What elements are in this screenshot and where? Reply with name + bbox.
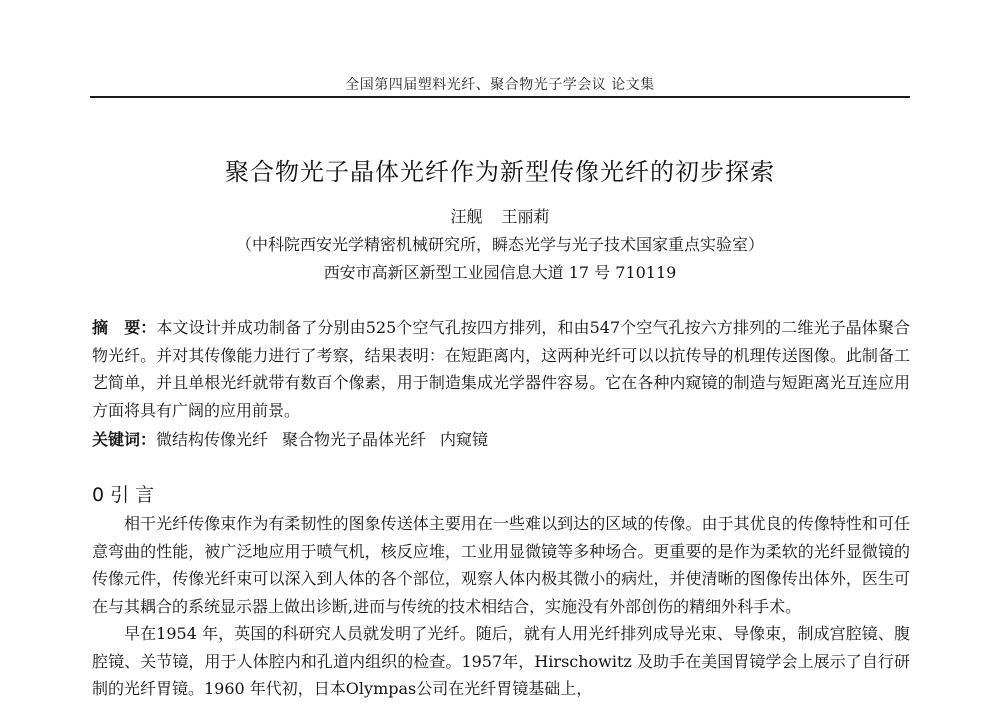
keywords-label: 关键词： <box>92 430 157 449</box>
abstract-label: 摘 要： <box>92 318 157 337</box>
author-name: 汪舰 <box>450 207 483 226</box>
paragraph: 相干光纤传像束作为有柔韧性的图象传送体主要用在一些难以到达的区域的传像。由于其优良的传像特性和可任意弯曲的性能，被广泛地应用于喷气机，核反应堆，工业用显微镜等多种场合。更重要的是作为柔软的光纤显微镜的传像元件，传像光纤束可以深入到人体的各个部位，观察人体内极其微小的病灶，并使清晰的图像传出体外，医生可在与其耦合的系统显示器上做出诊断,进而与传统的技术相结合，实施没有外部创伤的精细外科手术。 <box>92 514 910 616</box>
address: 西安市高新区新型工业园信息大道 17 号 710119 <box>323 263 677 282</box>
paper-title: 聚合物光子晶体光纤作为新型传像光纤的初步探索 <box>225 158 775 186</box>
keyword: 微结构传像光纤 <box>156 430 269 449</box>
abstract <box>92 314 910 424</box>
affiliation: （中科院西安光学精密机械研究所，瞬态光学与光子技术国家重点实验室） <box>235 235 764 254</box>
abstract-text: 本文设计并成功制备了分别由525个空气孔按四方排列，和由547个空气孔按六方排列的二维光子晶体聚合物光纤。并对其传像能力进行了考察，结果表明：在短距离内，这两种光纤可以以抗传导的机理传送图像。此制备工艺简单，并且单根光纤就带有数百个像素，用于制造集成光学器件容易。它在各种内窥镜的制造与短距离光互连应用方面将具有广阔的应用前景。 <box>92 318 910 420</box>
header-rule <box>90 96 910 98</box>
keyword: 内窥镜 <box>440 430 489 449</box>
author-name: 王丽莉 <box>501 207 550 226</box>
authors <box>90 204 910 227</box>
section-body <box>92 510 910 703</box>
paragraph: 早在1954 年，英国的科研究人员就发明了光纤。随后，就有人用光纤排列成导光束、导像束，制成宫腔镜、腹腔镜、关节镜，用于人体腔内和孔道内组织的检查。1957年，Hirschowitz 及助手在美国胃镜学会上展示了自行研制的光纤胃镜。1960 年代初，日本Olympas公司在光纤胃镜基础上， <box>92 624 910 698</box>
keywords <box>92 426 910 453</box>
keyword: 聚合物光子晶体光纤 <box>282 430 427 449</box>
section-heading: 0 引 言 <box>92 484 155 506</box>
running-header: 全国第四届塑料光纤、聚合物光子学会议 论文集 <box>345 77 655 93</box>
